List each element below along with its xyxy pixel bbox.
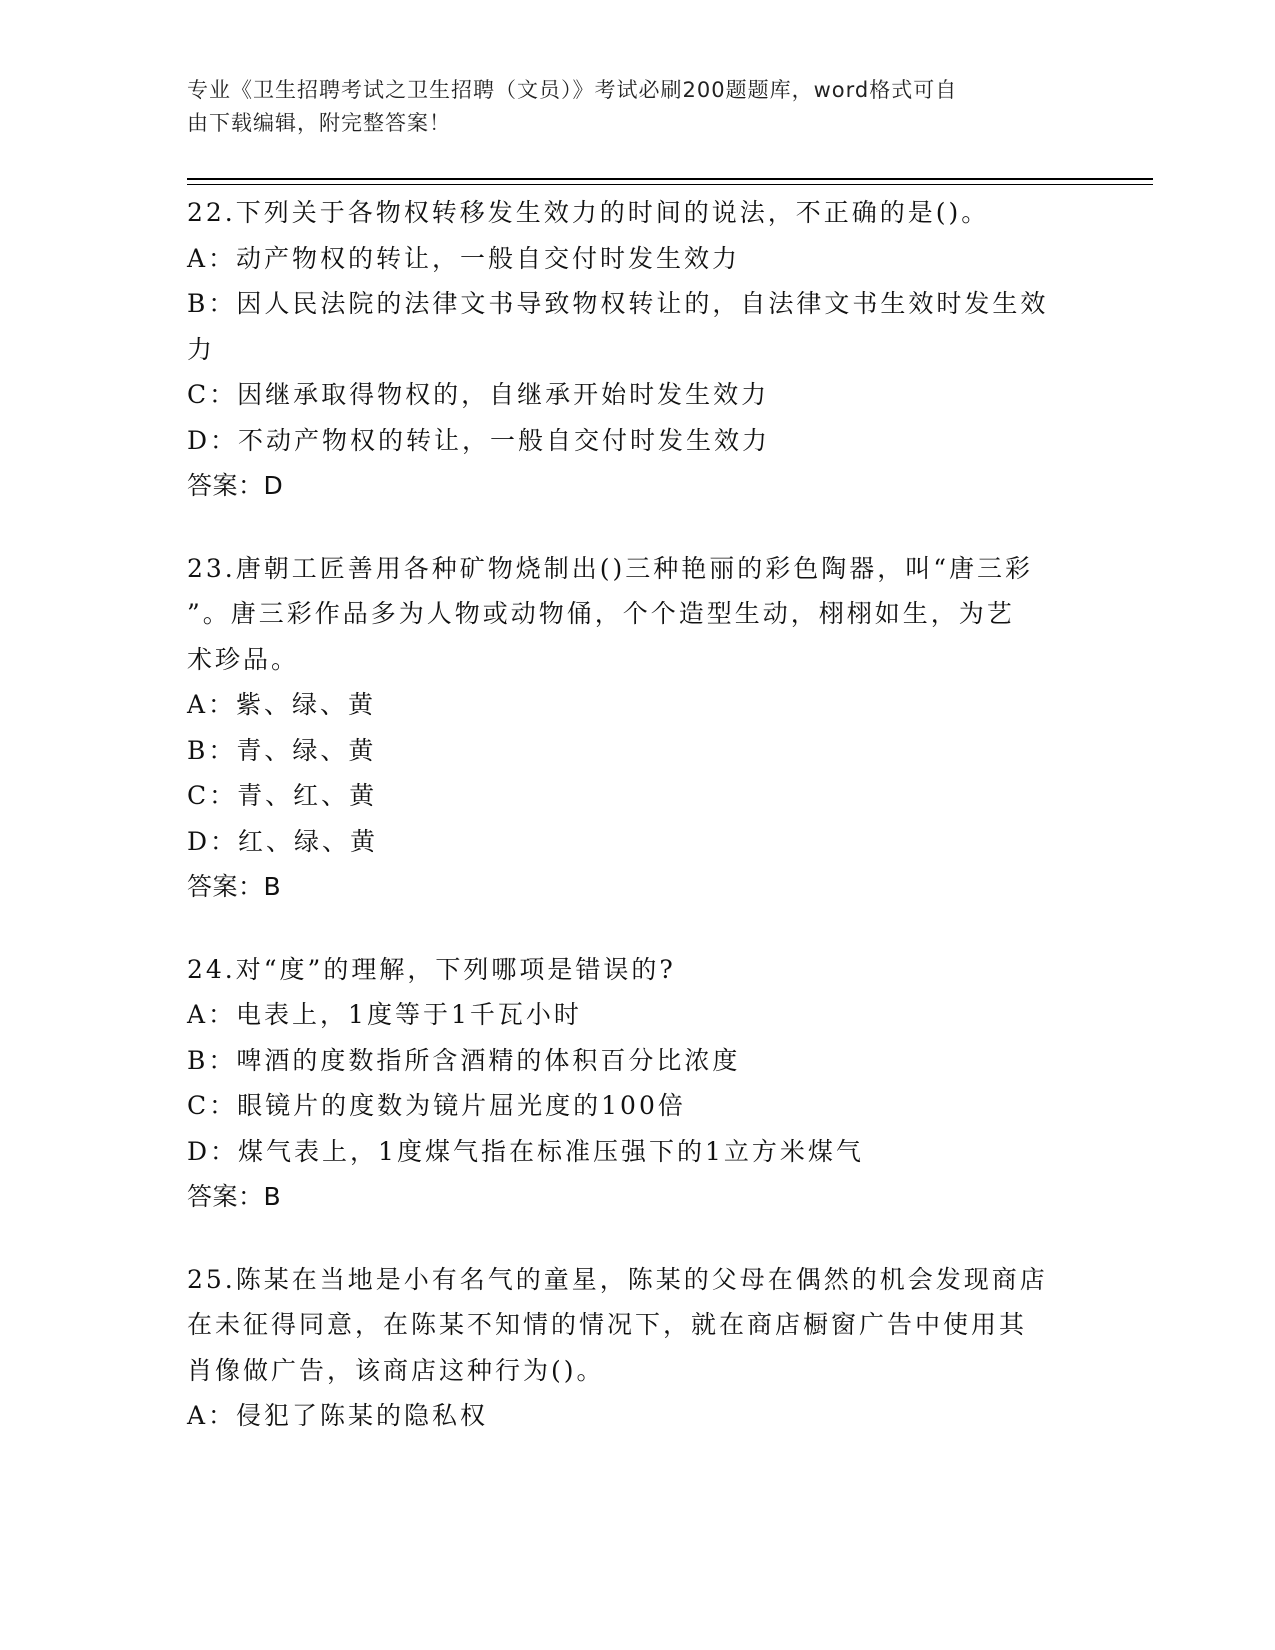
- option-line: B：因人民法院的法律文书导致物权转让的，自法律文书生效时发生效: [187, 289, 1049, 318]
- answer-line: 答案：B: [187, 1182, 282, 1211]
- option-line: D：不动产物权的转让，一般自交付时发生效力: [187, 425, 771, 455]
- option-line: D：红、绿、黄: [187, 826, 379, 856]
- option-line: A：紫、绿、黄: [187, 690, 377, 719]
- option-line: C：眼镜片的度数为镜片屈光度的100倍: [187, 1091, 686, 1120]
- question-stem-line: ”。唐三彩作品多为人物或动物俑，个个造型生动，栩栩如生，为艺: [187, 599, 1015, 628]
- option-line: D：煤气表上，1度煤气指在标准压强下的1立方米煤气: [187, 1136, 864, 1166]
- answer-line: 答案：D: [187, 471, 284, 500]
- question-stem-line: 肖像做广告，该商店这种行为()。: [187, 1355, 605, 1385]
- answer-line: 答案：B: [187, 872, 282, 901]
- question-block: [187, 190, 1087, 509]
- header-line-1: 专业《卫生招聘考试之卫生招聘（文员）》考试必刷200题题库，word格式可自: [187, 78, 958, 102]
- option-line: 力: [187, 334, 216, 364]
- header-line-2: 由下载编辑，附完整答案！: [187, 111, 451, 135]
- question-stem-line: 24.对“度”的理解，下列哪项是错误的?: [187, 954, 676, 984]
- document-header: [187, 74, 1067, 140]
- option-line: B：青、绿、黄: [187, 735, 377, 765]
- header-divider-thick: [187, 178, 1153, 180]
- option-line: C：青、红、黄: [187, 781, 378, 810]
- question-stem-line: 25.陈某在当地是小有名气的童星，陈某的父母在偶然的机会发现商店: [187, 1264, 1048, 1294]
- question-stem-line: 23.唐朝工匠善用各种矿物烧制出()三种艳丽的彩色陶器，叫“唐三彩: [187, 553, 1034, 583]
- question-stem-line: 术珍品。: [187, 644, 300, 674]
- question-block: [187, 1257, 1087, 1439]
- question-list: [187, 190, 1087, 1476]
- question-stem-line: 22.下列关于各物权转移发生效力的时间的说法，不正确的是()。: [187, 198, 990, 227]
- header-divider-thin: [187, 184, 1153, 185]
- question-stem-line: 在未征得同意，在陈某不知情的情况下，就在商店橱窗广告中使用其: [187, 1310, 1028, 1339]
- option-line: C：因继承取得物权的，自继承开始时发生效力: [187, 380, 770, 409]
- option-line: A：侵犯了陈某的隐私权: [187, 1401, 489, 1430]
- option-line: A：电表上，1度等于1千瓦小时: [187, 1000, 582, 1029]
- question-block: [187, 546, 1087, 910]
- option-line: B：啤酒的度数指所含酒精的体积百分比浓度: [187, 1045, 741, 1075]
- question-block: [187, 947, 1087, 1220]
- option-line: A：动产物权的转让，一般自交付时发生效力: [187, 243, 741, 273]
